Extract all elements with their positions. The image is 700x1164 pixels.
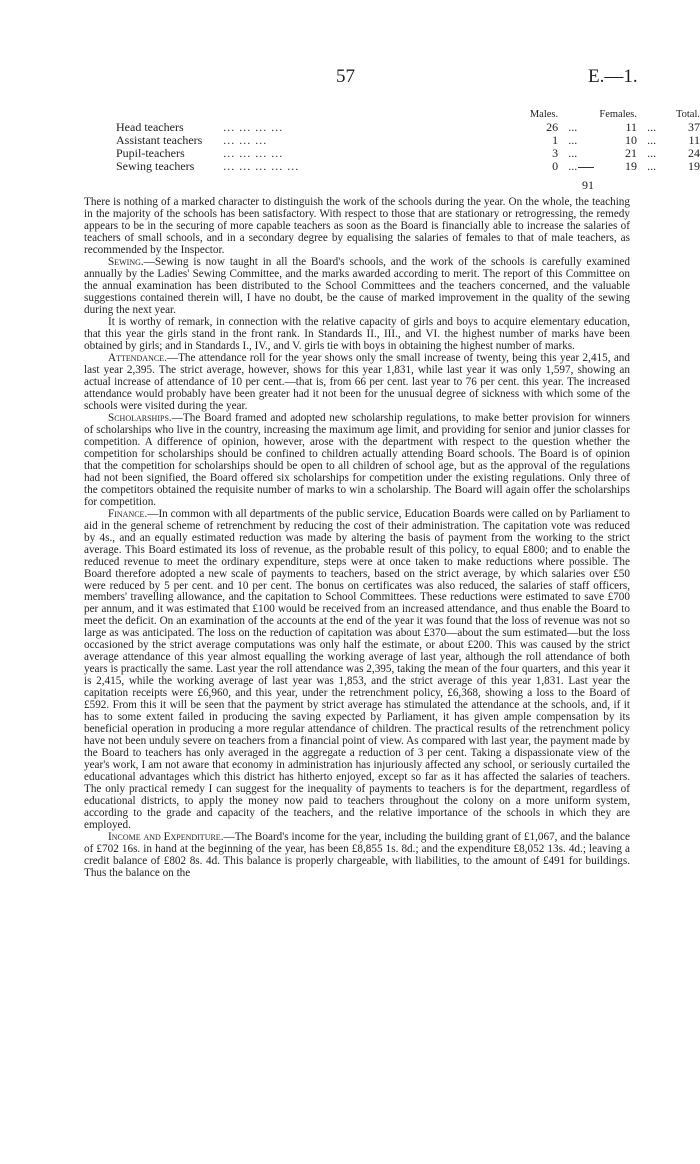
paragraph-income	[84, 831, 630, 879]
paragraph-finance	[84, 508, 630, 832]
grand-total: 91	[582, 178, 594, 192]
section-heading-sewing: Sewing.	[108, 255, 144, 268]
income-text: —The Board's income for the year, including the building grant of £1,067, and the balance of £702 16s. in hand at the beginning of the year, has been £8,855 1s. 8d.; and the expenditure £8,052 13s. 4d.; leaving a credit balance of £802 8s. 4d. This balance is properly chargeable, with liabilities, to the amount of £491 for buildings. Thus the balance on the	[84, 831, 630, 880]
row-males: 0	[552, 159, 559, 173]
row-sep: ...	[568, 159, 578, 173]
staff-table	[116, 108, 700, 173]
row-sep: ...	[647, 120, 657, 134]
section-heading-income: Income and Expenditure.	[108, 831, 224, 844]
section-heading-attendance: Attendance.	[108, 351, 167, 364]
table-row	[116, 147, 700, 160]
table-row	[116, 160, 700, 173]
paragraph-sewing	[84, 256, 630, 316]
paragraph-summary: There is nothing of a marked character to distinguish the work of the schools during the year. On the whole, the teaching in the majority of the schools has been satisfactory. With respect to those that are stationary or retrogressing, the remedy appears to be in the securing of more capable teachers as soon as the Board is financially able to increase the salaries of teachers of small schools, and in a secondary degree by equalising the salaries of females to that of male teachers, as recommended by the Inspector.	[84, 196, 630, 256]
row-sep: ...	[647, 146, 657, 160]
finance-text: —In common with all departments of the public service, Education Boards were called on by Parliament to aid in the general scheme of retrenchment by reducing the cost of their administration. The capitation vote was reduced by 4s., and an equally estimated reduction was made by altering the basis of payment from the working to the strict average. This Board estimated its loss of revenue, as the probable result of this policy, to equal £800; and to enable the reduced revenue to meet the ordinary expenditure, steps were at once taken to make reductions where possible. The Board therefore adopted a new scale of payments to teachers, based on the strict average, by which salaries over £50 were reduced by 5 per cent. and 10 per cent. The bonus on certificates was also reduced, the salaries of staff officers, members' travelling allowance, and the capitation to School Committees. These reductions were estimated to save £700 per annum, and it was estimated that £100 would be received from an increased attendance, and thus enable the Board to meet the deficit. On an examination of the accounts at the end of the year it was found that the loss of revenue was not so large as was anticipated. The loss on the reduction of capitation was about £370—about the sum estimated—but the loss occasioned by the strict average computations was only half the estimate, or about £200. This was caused by the strict average attendance of this year almost equalling the working average of last year, although the roll attendance of both years is practically the same. Last year the roll attendance was 2,395, taking the mean of the four quarters, and this year it is 2,415, while the working average of last year was 1,853, and the strict average of this year 1,831. Last year the capitation receipts were £6,960, and this year, under the retrenchment policy, £6,368, showing a loss to the Board of £592. From this it will be seen that the payment by strict average has stimulated the attendance at the schools, and, if it has to some extent failed in producing the saving expected by Parliament, it has given ample compensation by its beneficial operation in producing a more regular attendance of children. The practical results of the retrenchment policy have not been unduly severe on teachers from a financial point of view. As compared with last year, the payment made by the Board to teachers has only averaged in the aggregate a reduction of 3 per cent. Taking a dispassionate view of the year's work, I am not aware that economy in administration has injuriously affected any school, or seriously curtailed the educational advantages which this district has hitherto enjoyed, except so far as it has affected the salaries of teachers. The only practical remedy I can suggest for the inequality of payments to teachers is for the department, regardless of educational districts, to apply the money now paid to teachers throughout the colony on a more uniform system, according to the grade and capacity of the teachers, and the relative importance of the schools in which they are employed.	[84, 507, 630, 832]
page-code: E.—1.	[588, 66, 638, 87]
row-total: 19	[688, 159, 700, 173]
section-heading-finance: Finance.	[108, 507, 148, 520]
total-rule	[578, 167, 594, 168]
row-label: Assistant teachers	[116, 133, 203, 147]
body-text	[84, 196, 630, 879]
row-total: 37	[688, 120, 700, 134]
row-sep: ...	[568, 133, 578, 147]
paragraph-scholarships	[84, 412, 630, 508]
row-leader: ... ... ... ... ...	[223, 159, 300, 173]
table-row	[116, 121, 700, 134]
sewing-text: —Sewing is now taught in all the Board's schools, and the work of the schools is carefully examined annually by the Ladies' Sewing Committee, and the marks awarded according to merit. The report of this Committee on the annual examination has been distributed to the School Committees and the teachers concerned, and the valuable suggestions contained therein will, I have no doubt, be the cause of marked improvement in the quality of the sewing during the next year.	[84, 255, 630, 316]
page-number: 57	[336, 66, 355, 87]
row-label: Head teachers	[116, 120, 184, 134]
row-sep: ...	[568, 120, 578, 134]
col-females: Females.	[599, 109, 637, 120]
table-row	[116, 134, 700, 147]
row-label: Pupil-teachers	[116, 146, 185, 160]
row-leader: ... ... ... ...	[223, 120, 284, 134]
row-females: 21	[625, 146, 637, 160]
paragraph-remark: It is worthy of remark, in connection with the relative capacity of girls and boys to acquire elementary education, that this year the girls stand in the front rank. In Standards II., III., and VI. the highest number of marks have been obtained by girls; and in Standards I., IV., and V. girls tie with boys in obtaining the highest number of marks.	[84, 315, 630, 352]
row-total: 24	[688, 146, 700, 160]
row-females: 10	[625, 133, 637, 147]
row-total: 11	[688, 133, 700, 147]
attendance-text: —The attendance roll for the year shows only the small increase of twenty, being this year 2,415, and last year 2,395. The strict average, however, shows for this year 1,831, while last year it was only 1,597, showing an actual increase of attendance of 10 per cent.—that is, from 66 per cent. last year to 76 per cent. this year. The increased attendance would probably have been greater had it not been for the unusual degree of sickness with which some of the schools were visited during the year.	[84, 351, 630, 412]
row-males: 1	[552, 133, 559, 147]
col-total: Total.	[675, 109, 700, 120]
row-females: 19	[625, 159, 637, 173]
row-sep: ...	[568, 146, 578, 160]
row-sep: ...	[647, 133, 657, 147]
row-males: 3	[552, 146, 559, 160]
scholarships-text: —The Board framed and adopted new scholarship regulations, to make better provision for winners of scholarships who live in the country, increasing the maximum age limit, and providing for senior and junior classes for competition. A difference of opinion, however, arose with the department with respect to the question whether the competition for scholarships should be confined to children actually attending Board schools. The Board is of opinion that the competition for scholarships should be open to all children of school age, but as the approval of the regulations had not been signified, the Board offered six scholarships for competition under the existing regulations. Only three of the competitors obtained the requisite number of marks to win a scholarship. The Board will again offer the scholarships for competition.	[84, 411, 630, 508]
row-sep: ...	[647, 159, 657, 173]
section-heading-scholarships: Scholarships.	[108, 411, 172, 424]
staff-table-header	[116, 108, 700, 121]
row-females: 11	[625, 120, 637, 134]
col-males: Males.	[529, 109, 559, 120]
paragraph-attendance	[84, 352, 630, 412]
row-leader: ... ... ...	[223, 133, 268, 147]
row-label: Sewing teachers	[116, 159, 195, 173]
row-males: 26	[546, 120, 559, 134]
row-leader: ... ... ... ...	[223, 146, 284, 160]
